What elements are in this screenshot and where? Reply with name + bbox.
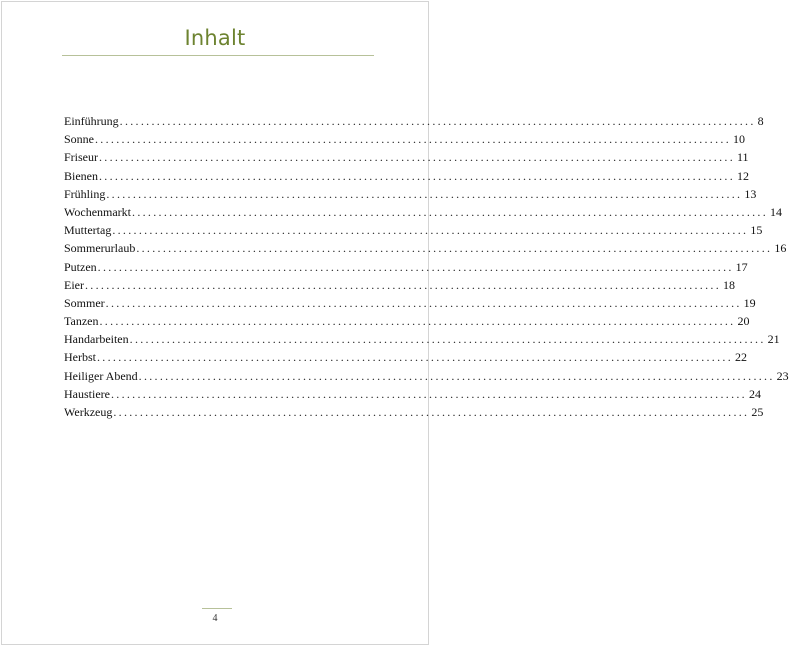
toc-entry-title: Tanzen	[64, 314, 99, 329]
toc-entry	[64, 167, 749, 185]
toc-entry-title: Frühling	[64, 186, 106, 201]
toc-dot-leader: ........................................................................................................................	[99, 150, 735, 165]
page-number: 4	[212, 613, 218, 624]
toc-entry	[64, 312, 750, 330]
toc-entry-title: Eier	[64, 277, 84, 292]
toc-entry-title: Wochenmarkt	[64, 204, 132, 219]
toc-entry	[64, 385, 761, 403]
toc-entry-title: Sommerurlaub	[64, 241, 136, 256]
toc-entry-title: Sonne	[64, 132, 94, 147]
toc-entry-page: 25	[751, 405, 764, 419]
toc-entry	[64, 403, 764, 421]
toc-dot-leader: ........................................................................................................................	[99, 314, 736, 329]
toc-entry-page: 12	[737, 168, 749, 183]
toc-dot-leader: ........................................................................................................................	[110, 386, 747, 401]
toc-entry-page: 21	[767, 332, 780, 347]
toc-dot-leader: ........................................................................................................................	[132, 204, 769, 219]
toc-entry-page: 15	[750, 223, 763, 238]
toc-entry-title: Werkzeug	[64, 405, 113, 419]
toc-entry-page: 23	[776, 368, 789, 383]
toc-entry-page: 11	[737, 150, 749, 165]
toc-dot-leader: ........................................................................................................................	[95, 132, 731, 147]
toc-dot-leader: ........................................................................................................................	[129, 332, 766, 347]
toc-dot-leader: ........................................................................................................................	[99, 168, 735, 183]
toc-dot-leader: ........................................................................................................................	[119, 114, 756, 128]
toc-dot-leader: ........................................................................................................................	[138, 368, 775, 383]
toc-entry	[64, 276, 735, 294]
footer-divider	[202, 608, 232, 609]
page-title: Inhalt	[184, 26, 246, 50]
toc-entry-page: 20	[737, 314, 750, 329]
toc-dot-leader: ........................................................................................................................	[136, 241, 773, 256]
toc-dot-leader: ........................................................................................................................	[113, 405, 750, 419]
toc-entry-page: 17	[735, 259, 748, 274]
toc-entry	[64, 239, 787, 257]
toc-dot-leader: ........................................................................................................................	[97, 350, 733, 365]
toc-entry-page: 22	[735, 350, 747, 365]
toc-entry-page: 24	[748, 386, 761, 401]
toc-entry	[64, 294, 756, 312]
toc-entry	[64, 367, 789, 385]
toc-entry-page: 8	[757, 114, 764, 128]
toc-entry	[64, 203, 783, 221]
toc-entry	[64, 148, 749, 166]
toc-entry	[64, 221, 763, 239]
toc-entry-title: Handarbeiten	[64, 332, 129, 347]
toc-entry-title: Heiliger Abend	[64, 368, 138, 383]
table-of-contents	[64, 112, 789, 421]
toc-entry-page: 13	[744, 186, 757, 201]
toc-dot-leader: ........................................................................................................................	[106, 186, 743, 201]
toc-entry	[64, 185, 757, 203]
toc-dot-leader: ........................................................................................................................	[85, 277, 721, 292]
toc-entry-page: 16	[774, 241, 787, 256]
toc-entry-title: Putzen	[64, 259, 97, 274]
toc-entry-page: 19	[743, 295, 756, 310]
toc-entry-page: 14	[770, 204, 783, 219]
toc-entry-title: Muttertag	[64, 223, 112, 238]
toc-dot-leader: ........................................................................................................................	[97, 259, 734, 274]
toc-entry	[64, 330, 780, 348]
toc-entry	[64, 258, 748, 276]
toc-entry	[64, 348, 747, 366]
toc-entry-title: Herbst	[64, 350, 96, 365]
toc-entry-page: 10	[733, 132, 745, 147]
toc-dot-leader: ........................................................................................................................	[105, 295, 742, 310]
title-divider	[62, 55, 374, 56]
toc-entry-page: 18	[723, 277, 735, 292]
toc-entry-title: Bienen	[64, 168, 98, 183]
toc-entry-title: Einführung	[64, 114, 119, 128]
toc-entry	[64, 130, 745, 148]
toc-entry	[64, 112, 764, 130]
toc-entry-title: Friseur	[64, 150, 98, 165]
toc-entry-title: Haustiere	[64, 386, 110, 401]
book-page	[1, 1, 789, 645]
toc-entry-title: Sommer	[64, 295, 105, 310]
toc-dot-leader: ........................................................................................................................	[112, 223, 749, 238]
